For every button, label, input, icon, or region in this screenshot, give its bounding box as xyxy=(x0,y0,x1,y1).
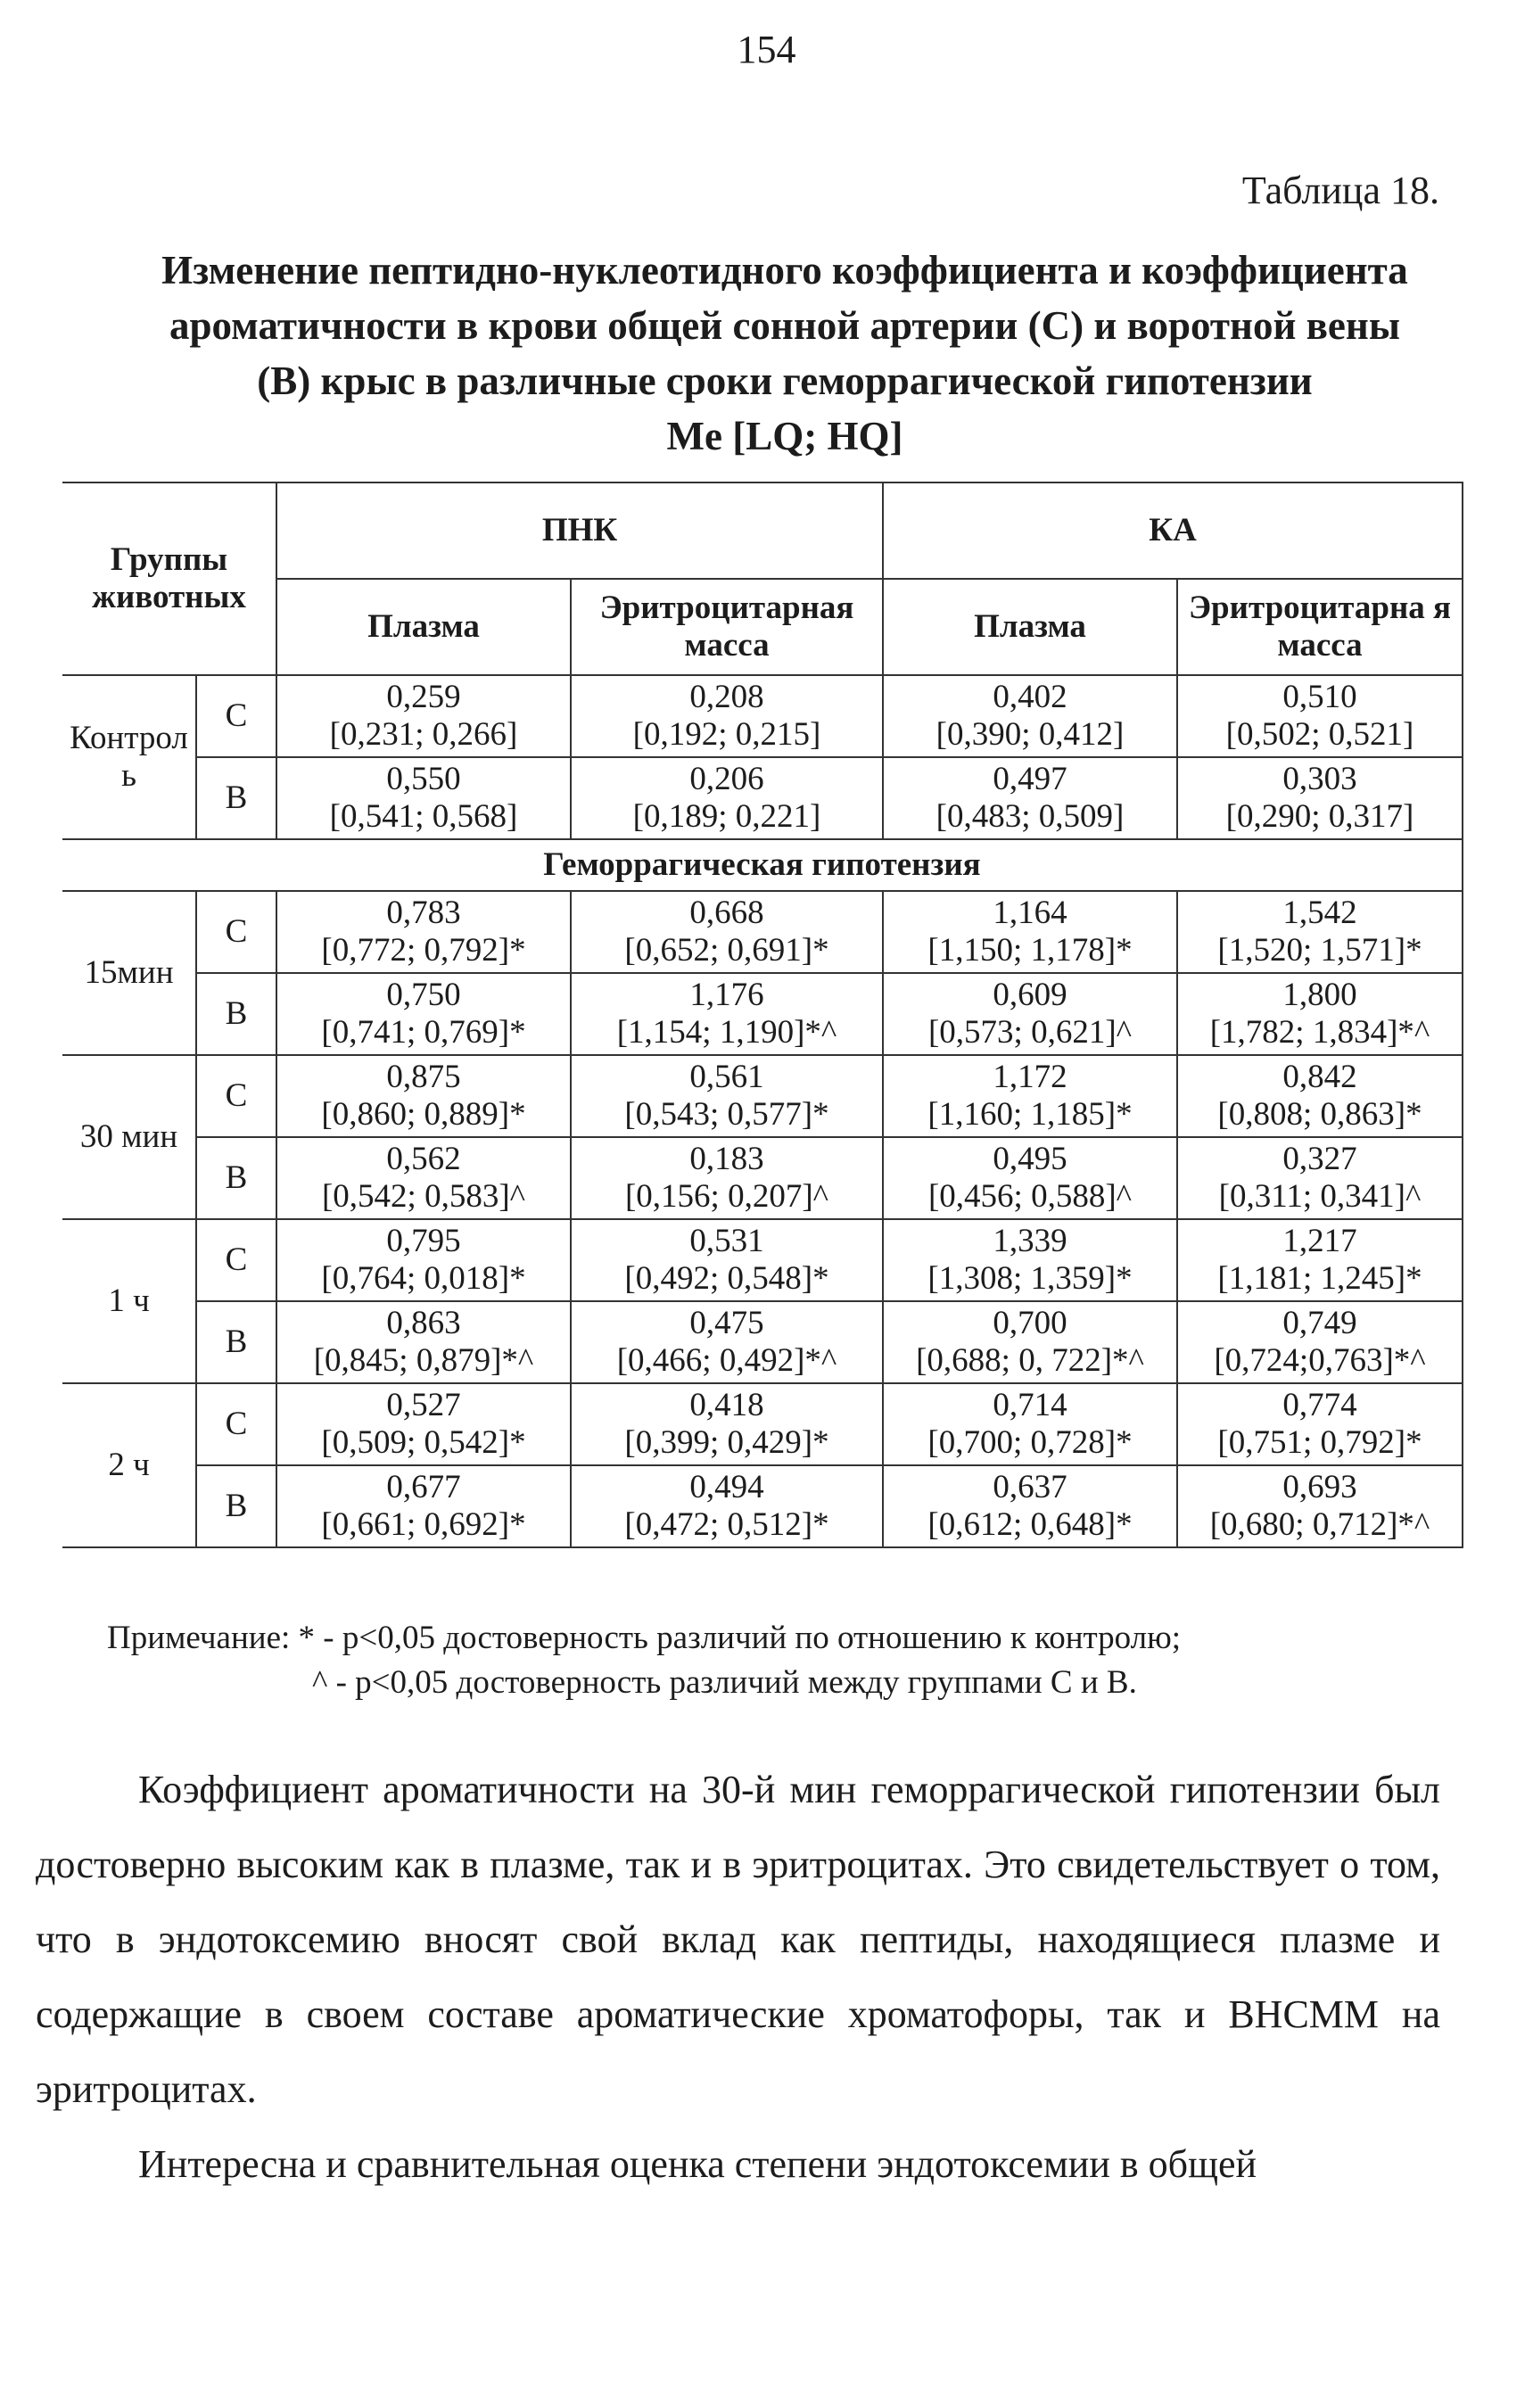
table-row xyxy=(62,1055,1463,1137)
title-line: ароматичности в крови общей сонной артерии (С) и воротной вены xyxy=(169,303,1400,348)
col-group-ka: КА xyxy=(883,482,1463,579)
quartile-range: [0,772; 0,792]* xyxy=(321,932,526,969)
value-cell xyxy=(883,1301,1177,1383)
value-cell xyxy=(571,1219,883,1301)
quartile-range: [0,231; 0,266] xyxy=(329,716,518,753)
vessel-label: В xyxy=(196,1465,276,1547)
quartile-range: [0,290; 0,317] xyxy=(1225,798,1414,835)
value-cell xyxy=(1177,891,1463,973)
quartile-range: [0,509; 0,542]* xyxy=(321,1424,526,1461)
vessel-label: В xyxy=(196,973,276,1055)
table-note xyxy=(107,1616,1181,1705)
col-header: Эритроцитарная масса xyxy=(571,579,883,675)
median-value: 0,402 xyxy=(993,679,1067,715)
control-rows xyxy=(62,675,1463,839)
median-value: 0,497 xyxy=(993,761,1067,797)
quartile-range: [0,860; 0,889]* xyxy=(321,1096,526,1133)
value-cell xyxy=(1177,1301,1463,1383)
col-group-pnk: ПНК xyxy=(276,482,883,579)
vessel-label: С xyxy=(196,1219,276,1301)
quartile-range: [0,543; 0,577]* xyxy=(624,1096,829,1133)
value-cell xyxy=(276,1465,571,1547)
group-label: 2 ч xyxy=(62,1383,196,1547)
median-value: 1,542 xyxy=(1282,895,1357,931)
median-value: 1,176 xyxy=(689,977,764,1013)
vessel-label: С xyxy=(196,891,276,973)
value-cell xyxy=(276,757,571,839)
median-value: 1,339 xyxy=(993,1223,1067,1259)
median-value: 1,800 xyxy=(1282,977,1357,1013)
paragraph: Интересна и сравнительная оценка степени эндотоксемии в общей xyxy=(138,2142,1257,2186)
vessel-label: С xyxy=(196,1383,276,1465)
title-line: Me [LQ; HQ] xyxy=(666,414,903,458)
quartile-range: [0,751; 0,792]* xyxy=(1217,1424,1422,1461)
note-line: Примечание: * - p<0,05 достоверность различий по отношению к контролю; xyxy=(107,1620,1182,1656)
median-value: 0,637 xyxy=(993,1469,1067,1505)
quartile-range: [0,652; 0,691]* xyxy=(624,932,829,969)
table-caption: Таблица 18. xyxy=(1241,169,1439,212)
table-row xyxy=(62,1301,1463,1383)
quartile-range: [0,764; 0,018]* xyxy=(321,1260,526,1297)
quartile-range: [0,456; 0,588]^ xyxy=(927,1178,1133,1215)
quartile-range: [0,573; 0,621]^ xyxy=(927,1014,1133,1051)
quartile-range: [0,399; 0,429]* xyxy=(624,1424,829,1461)
value-cell xyxy=(276,1055,571,1137)
median-value: 0,531 xyxy=(689,1223,764,1259)
value-cell xyxy=(883,1219,1177,1301)
quartile-range: [0,502; 0,521] xyxy=(1225,716,1414,753)
quartile-range: [0,192; 0,215] xyxy=(632,716,821,753)
quartile-range: [0,542; 0,583]^ xyxy=(321,1178,526,1215)
value-cell xyxy=(1177,1465,1463,1547)
median-value: 0,510 xyxy=(1282,679,1357,715)
group-label: Контрол ь xyxy=(62,675,196,839)
median-value: 0,842 xyxy=(1282,1059,1357,1095)
note-line: ^ - p<0,05 достоверность различий между группами С и В. xyxy=(312,1664,1137,1701)
quartile-range: [0,541; 0,568] xyxy=(329,798,518,835)
value-cell xyxy=(276,891,571,973)
median-value: 0,668 xyxy=(689,895,764,931)
table-row xyxy=(62,973,1463,1055)
quartile-range: [0,311; 0,341]^ xyxy=(1218,1178,1422,1215)
group-label: 1 ч xyxy=(62,1219,196,1383)
value-cell xyxy=(1177,973,1463,1055)
median-value: 0,693 xyxy=(1282,1469,1357,1505)
quartile-range: [0,741; 0,769]* xyxy=(321,1014,526,1051)
col-header: Плазма xyxy=(883,579,1177,675)
results-table xyxy=(62,482,1463,1548)
col-header: Плазма xyxy=(276,579,571,675)
value-cell xyxy=(1177,675,1463,757)
quartile-range: [1,520; 1,571]* xyxy=(1217,932,1422,969)
quartile-range: [0,808; 0,863]* xyxy=(1217,1096,1422,1133)
col-header: Эритроцитарна я масса xyxy=(1177,579,1463,675)
vessel-label: В xyxy=(196,757,276,839)
quartile-range: [0,612; 0,648]* xyxy=(927,1506,1133,1543)
median-value: 0,863 xyxy=(386,1305,461,1341)
title-line: Изменение пептидно-нуклеотидного коэффициента и коэффициента xyxy=(161,248,1408,293)
value-cell xyxy=(1177,1383,1463,1465)
value-cell xyxy=(571,675,883,757)
vessel-label: С xyxy=(196,675,276,757)
value-cell xyxy=(571,1055,883,1137)
median-value: 0,527 xyxy=(386,1387,461,1423)
value-cell xyxy=(883,973,1177,1055)
value-cell xyxy=(883,1383,1177,1465)
value-cell xyxy=(571,1301,883,1383)
quartile-range: [0,845; 0,879]*^ xyxy=(313,1342,534,1379)
vessel-label: В xyxy=(196,1301,276,1383)
hypotension-rows xyxy=(62,891,1463,1547)
value-cell xyxy=(276,675,571,757)
quartile-range: [1,308; 1,359]* xyxy=(927,1260,1133,1297)
quartile-range: [0,189; 0,221] xyxy=(632,798,821,835)
value-cell xyxy=(571,1383,883,1465)
quartile-range: [0,688; 0, 722]*^ xyxy=(916,1342,1144,1379)
median-value: 0,677 xyxy=(386,1469,461,1505)
vessel-label: В xyxy=(196,1137,276,1219)
quartile-range: [0,483; 0,509] xyxy=(935,798,1125,835)
value-cell xyxy=(571,757,883,839)
quartile-range: [0,492; 0,548]* xyxy=(624,1260,829,1297)
median-value: 0,303 xyxy=(1282,761,1357,797)
median-value: 0,561 xyxy=(689,1059,764,1095)
value-cell xyxy=(883,1055,1177,1137)
table-row xyxy=(62,1465,1463,1547)
group-label: 30 мин xyxy=(62,1055,196,1219)
quartile-range: [0,680; 0,712]*^ xyxy=(1209,1506,1430,1543)
median-value: 0,550 xyxy=(386,761,461,797)
quartile-range: [0,472; 0,512]* xyxy=(624,1506,829,1543)
median-value: 0,795 xyxy=(386,1223,461,1259)
page-number: 154 xyxy=(737,28,796,71)
quartile-range: [0,700; 0,728]* xyxy=(927,1424,1133,1461)
table-title xyxy=(107,243,1463,464)
value-cell xyxy=(276,973,571,1055)
table-row xyxy=(62,1383,1463,1465)
median-value: 0,259 xyxy=(386,679,461,715)
median-value: 1,217 xyxy=(1282,1223,1357,1259)
value-cell xyxy=(883,891,1177,973)
title-line: (В) крыс в различные сроки геморрагической гипотензии xyxy=(257,359,1313,403)
value-cell xyxy=(1177,1219,1463,1301)
median-value: 0,475 xyxy=(689,1305,764,1341)
median-value: 0,714 xyxy=(993,1387,1067,1423)
value-cell xyxy=(883,1465,1177,1547)
median-value: 0,183 xyxy=(689,1141,764,1177)
quartile-range: [0,661; 0,692]* xyxy=(321,1506,526,1543)
value-cell xyxy=(571,1137,883,1219)
median-value: 0,700 xyxy=(993,1305,1067,1341)
value-cell xyxy=(1177,1055,1463,1137)
median-value: 1,172 xyxy=(993,1059,1067,1095)
vessel-label: С xyxy=(196,1055,276,1137)
value-cell xyxy=(571,891,883,973)
median-value: 0,327 xyxy=(1282,1141,1357,1177)
quartile-range: [0,724;0,763]*^ xyxy=(1214,1342,1426,1379)
median-value: 0,494 xyxy=(689,1469,764,1505)
paragraph: Коэффициент ароматичности на 30-й мин геморрагической гипотензии был достоверно высоким как в плазме, так и в эритроцитах. Это свидетельствует о том, что в эндотоксемию вносят свой вклад как пептиды, находящиеся плазме и содержащие в своем составе ароматические хроматофоры, так и ВНСММ на эритроцитах. xyxy=(36,1768,1440,2111)
quartile-range: [0,466; 0,492]*^ xyxy=(616,1342,837,1379)
median-value: 0,774 xyxy=(1282,1387,1357,1423)
median-value: 0,562 xyxy=(386,1141,461,1177)
value-cell xyxy=(276,1219,571,1301)
median-value: 0,206 xyxy=(689,761,764,797)
section-label: Геморрагическая гипотензия xyxy=(62,839,1463,891)
value-cell xyxy=(571,973,883,1055)
median-value: 0,418 xyxy=(689,1387,764,1423)
value-cell xyxy=(1177,757,1463,839)
value-cell xyxy=(276,1383,571,1465)
value-cell xyxy=(883,757,1177,839)
median-value: 0,749 xyxy=(1282,1305,1357,1341)
median-value: 0,750 xyxy=(386,977,461,1013)
table-row xyxy=(62,757,1463,839)
quartile-range: [1,150; 1,178]* xyxy=(927,932,1133,969)
value-cell xyxy=(883,1137,1177,1219)
table-row xyxy=(62,891,1463,973)
median-value: 0,609 xyxy=(993,977,1067,1013)
quartile-range: [1,782; 1,834]*^ xyxy=(1209,1014,1430,1051)
group-label: 15мин xyxy=(62,891,196,1055)
table-row xyxy=(62,1137,1463,1219)
quartile-range: [1,154; 1,190]*^ xyxy=(616,1014,837,1051)
median-value: 1,164 xyxy=(993,895,1067,931)
quartile-range: [0,156; 0,207]^ xyxy=(624,1178,829,1215)
quartile-range: [1,160; 1,185]* xyxy=(927,1096,1133,1133)
table-row xyxy=(62,675,1463,757)
median-value: 0,495 xyxy=(993,1141,1067,1177)
median-value: 0,208 xyxy=(689,679,764,715)
value-cell xyxy=(883,675,1177,757)
value-cell xyxy=(276,1137,571,1219)
group-header: Группы животных xyxy=(62,482,276,675)
quartile-range: [1,181; 1,245]* xyxy=(1217,1260,1422,1297)
table-row xyxy=(62,1219,1463,1301)
body-text xyxy=(36,1752,1440,2202)
median-value: 0,875 xyxy=(386,1059,461,1095)
median-value: 0,783 xyxy=(386,895,461,931)
value-cell xyxy=(276,1301,571,1383)
value-cell xyxy=(1177,1137,1463,1219)
quartile-range: [0,390; 0,412] xyxy=(935,716,1125,753)
value-cell xyxy=(571,1465,883,1547)
